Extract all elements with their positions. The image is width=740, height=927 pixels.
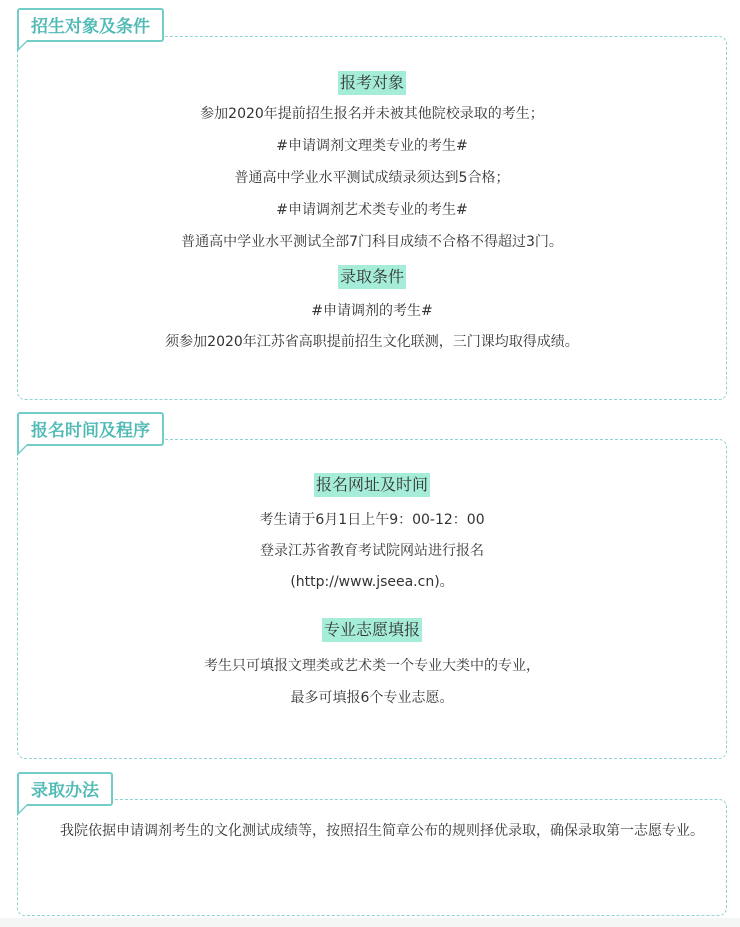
group-heading: 专业志愿填报 — [322, 618, 422, 642]
text-line: 考生请于6月1日上午9：00-12：00 — [259, 512, 485, 528]
group-heading: 报考对象 — [338, 71, 406, 95]
group-heading: 录取条件 — [338, 265, 406, 289]
text-line: (http://www.jseea.cn)。 — [290, 574, 454, 590]
section-admission-method — [0, 772, 740, 918]
text-line: 最多可填报6个专业志愿。 — [290, 690, 454, 706]
section-registration-time — [0, 412, 740, 760]
section-tab-title: 招生对象及条件 — [17, 8, 164, 42]
text-line: 须参加2020年江苏省高职提前招生文化联测，三门课均取得成绩。 — [165, 334, 579, 350]
bottom-bar — [0, 918, 740, 927]
section-box — [17, 36, 727, 400]
text-line: 普通高中学业水平测试成绩录须达到5合格； — [234, 170, 510, 186]
section-tab-title: 报名时间及程序 — [17, 412, 164, 446]
text-line: 登录江苏省教育考试院网站进行报名 — [260, 543, 484, 559]
section-box — [17, 799, 727, 916]
text-line: #申请调剂的考生# — [311, 303, 433, 319]
text-line: #申请调剂艺术类专业的考生# — [276, 202, 468, 218]
text-line: 普通高中学业水平测试全部7门科目成绩不合格不得超过3门。 — [181, 234, 563, 250]
section-box — [17, 439, 727, 759]
text-line: 参加2020年提前招生报名并未被其他院校录取的考生； — [200, 106, 544, 122]
body-paragraph: 我院依据申请调剂考生的文化测试成绩等，按照招生简章公布的规则择优录取，确保录取第一志愿专业。 — [60, 823, 704, 839]
section-enrollment-targets — [0, 8, 740, 400]
group-heading: 报名网址及时间 — [314, 473, 430, 497]
section-tab-title: 录取办法 — [17, 772, 113, 806]
text-line: 考生只可填报文理类或艺术类一个专业大类中的专业， — [204, 658, 540, 674]
text-line: #申请调剂文理类专业的考生# — [276, 138, 468, 154]
